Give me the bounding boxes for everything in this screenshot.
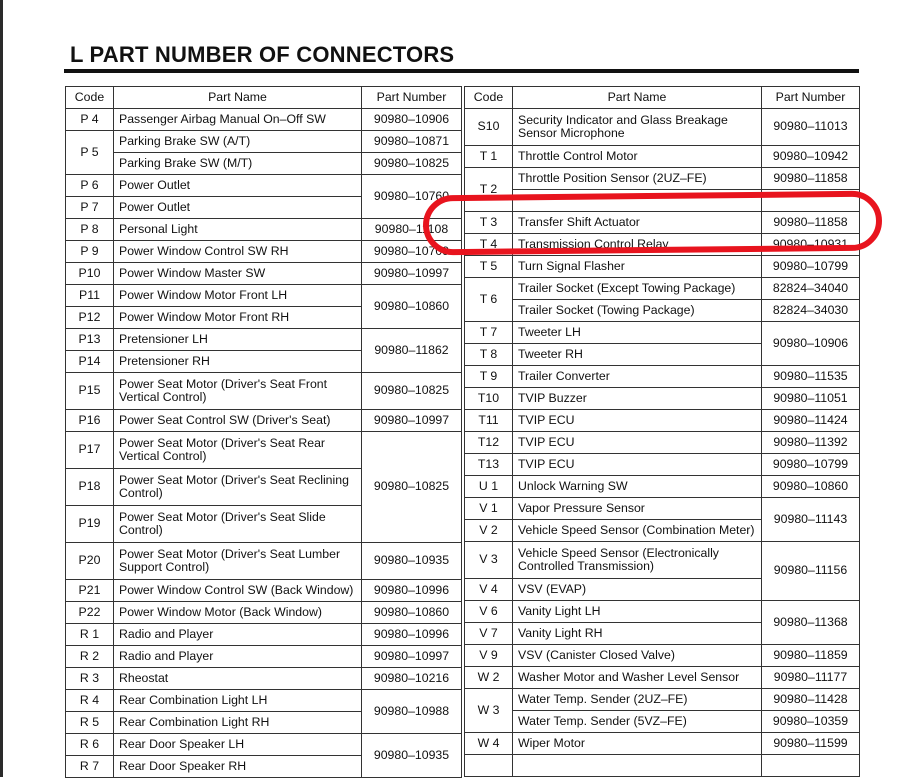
row-part-name: Throttle Control Motor [513,146,762,168]
row-code: V 7 [465,623,513,645]
row-part-name: Pretensioner LH [114,329,362,351]
row-code: P19 [66,506,114,543]
row-part-number: 82824–34030 [762,300,860,322]
row-part-name: Parking Brake SW (M/T) [114,153,362,175]
row-part-name: Power Seat Motor (Driver's Seat Lumber Support Control) [114,543,362,580]
row-code: U 1 [465,476,513,498]
row-part-number [762,755,860,777]
row-part-name: Rear Door Speaker RH [114,756,362,778]
row-part-number: 90980–11177 [762,667,860,689]
table-row [465,256,860,278]
row-part-name: Tweeter LH [513,322,762,344]
row-code: W 2 [465,667,513,689]
row-part-number: 90980–10709 [362,241,462,263]
row-code: P12 [66,307,114,329]
table-row [465,755,860,777]
row-part-name: Vapor Pressure Sensor [513,498,762,520]
row-part-name: Power Seat Control SW (Driver's Seat) [114,410,362,432]
row-code: V 3 [465,542,513,579]
table-row [465,432,860,454]
row-code: P22 [66,602,114,624]
row-part-name: VSV (Canister Closed Valve) [513,645,762,667]
row-code: P 8 [66,219,114,241]
table-row [465,212,860,234]
header-code: Code [465,87,513,109]
row-part-number: 90980–10799 [762,256,860,278]
table-row [465,601,860,623]
row-part-name: Power Outlet [114,175,362,197]
row-code: P18 [66,469,114,506]
table-row [465,667,860,689]
table-row [465,733,860,755]
table-row [465,388,860,410]
header-part-name: Part Name [513,87,762,109]
row-part-name: Power Window Control SW (Back Window) [114,580,362,602]
row-part-name: Power Window Motor (Back Window) [114,602,362,624]
row-code: P20 [66,543,114,580]
row-code: P 5 [66,131,114,175]
row-part-name: TVIP ECU [513,454,762,476]
row-part-name: Wiper Motor [513,733,762,755]
row-part-name: Power Seat Motor (Driver's Seat Slide Control) [114,506,362,543]
row-part-number: 90980–11013 [762,109,860,146]
row-part-number: 90980–11858 [762,168,860,190]
table-row [66,668,462,690]
row-part-name: Radio and Player [114,646,362,668]
row-code: P10 [66,263,114,285]
table-row [465,146,860,168]
row-part-name: Water Temp. Sender (2UZ–FE) [513,689,762,711]
row-code: T11 [465,410,513,432]
row-part-number [762,190,860,212]
header-code: Code [66,87,114,109]
row-code: W 4 [465,733,513,755]
row-part-name: Power Outlet [114,197,362,219]
row-code: R 2 [66,646,114,668]
table-row [465,711,860,733]
row-part-number: 90980–11108 [362,219,462,241]
row-code: V 1 [465,498,513,520]
header-part-number: Part Number [762,87,860,109]
table-row [66,373,462,410]
row-code: T 2 [465,168,513,212]
row-part-number: 90980–10988 [362,690,462,734]
row-part-name: Power Seat Motor (Driver's Seat Front Vertical Control) [114,373,362,410]
row-part-name: VSV (EVAP) [513,579,762,601]
row-code: P15 [66,373,114,410]
table-row [66,734,462,756]
table-row [66,624,462,646]
row-part-name: TVIP Buzzer [513,388,762,410]
row-part-name: Trailer Converter [513,366,762,388]
page-left-border [0,0,3,777]
row-code: R 1 [66,624,114,646]
row-part-number: 90980–10997 [362,263,462,285]
table-row [465,300,860,322]
row-code: T 1 [465,146,513,168]
row-part-name: Power Seat Motor (Driver's Seat Reclining Control) [114,469,362,506]
row-part-name [513,755,762,777]
row-part-number: 90980–11599 [762,733,860,755]
row-part-number: 90980–11392 [762,432,860,454]
row-code: T10 [465,388,513,410]
row-part-name: Pretensioner RH [114,351,362,373]
row-part-name: Vehicle Speed Sensor (Electronically Controlled Transmission) [513,542,762,579]
row-part-name: Trailer Socket (Towing Package) [513,300,762,322]
table-row [66,410,462,432]
row-part-number: 90980–10906 [362,109,462,131]
row-part-number: 90980–11424 [762,410,860,432]
row-part-number: 90980–10760 [362,175,462,219]
table-row [66,432,462,469]
row-part-number: 90980–10997 [362,646,462,668]
row-part-name: Parking Brake SW (A/T) [114,131,362,153]
table-row [465,322,860,344]
header-part-number: Part Number [362,87,462,109]
row-part-number: 90980–11051 [762,388,860,410]
row-code: P14 [66,351,114,373]
row-code: P11 [66,285,114,307]
table-row [465,498,860,520]
table-row [465,190,860,212]
row-code: P17 [66,432,114,469]
row-code: P 4 [66,109,114,131]
row-part-name: Power Window Motor Front LH [114,285,362,307]
table-row [465,410,860,432]
table-row [465,645,860,667]
row-part-number: 90980–10359 [762,711,860,733]
row-part-name: Passenger Airbag Manual On–Off SW [114,109,362,131]
row-code: W 3 [465,689,513,733]
row-code: R 5 [66,712,114,734]
page-title: L PART NUMBER OF CONNECTORS [70,42,455,67]
row-part-name: Security Indicator and Glass Breakage Sensor Microphone [513,109,762,146]
row-part-number: 90980–10860 [362,602,462,624]
row-part-number: 90980–10825 [362,153,462,175]
table-row [66,263,462,285]
row-part-number: 90980–10799 [762,454,860,476]
row-part-number: 90980–10825 [362,432,462,543]
table-row [66,219,462,241]
row-code: V 6 [465,601,513,623]
row-code: T 6 [465,278,513,322]
table-row [66,109,462,131]
row-part-name: Rear Combination Light RH [114,712,362,734]
row-part-name: Power Window Master SW [114,263,362,285]
row-code: V 9 [465,645,513,667]
table-row [66,241,462,263]
row-code: P16 [66,410,114,432]
row-code: R 3 [66,668,114,690]
row-part-name: Vanity Light LH [513,601,762,623]
row-part-name: Rear Combination Light LH [114,690,362,712]
row-part-number: 90980–11535 [762,366,860,388]
table-row [465,109,860,146]
table-row [66,285,462,307]
row-part-name: Transmission Control Relay [513,234,762,256]
table-row [66,580,462,602]
table-row [465,476,860,498]
row-part-name: Vehicle Speed Sensor (Combination Meter) [513,520,762,542]
row-part-number: 90980–10216 [362,668,462,690]
row-code: T 4 [465,234,513,256]
row-part-number: 90980–10942 [762,146,860,168]
header-part-name: Part Name [114,87,362,109]
row-part-number: 90980–11862 [362,329,462,373]
row-part-name: Power Seat Motor (Driver's Seat Rear Vertical Control) [114,432,362,469]
table-row [66,543,462,580]
table-row [66,602,462,624]
row-part-number: 90980–10935 [362,543,462,580]
row-part-name: Power Window Motor Front RH [114,307,362,329]
row-code: R 7 [66,756,114,778]
table-row [465,454,860,476]
row-part-name: Washer Motor and Washer Level Sensor [513,667,762,689]
row-part-number: 90980–11368 [762,601,860,645]
row-part-number: 82824–34040 [762,278,860,300]
row-code: V 2 [465,520,513,542]
table-row [465,278,860,300]
row-part-number: 90980–10906 [762,322,860,366]
row-part-number: 90980–11859 [762,645,860,667]
row-code: T 3 [465,212,513,234]
row-code: R 4 [66,690,114,712]
row-code: T13 [465,454,513,476]
table-row [66,175,462,197]
table-row [66,131,462,153]
row-code: R 6 [66,734,114,756]
row-part-name: Unlock Warning SW [513,476,762,498]
row-code: T 9 [465,366,513,388]
row-part-number: 90980–10996 [362,624,462,646]
table-row [66,329,462,351]
table-row [465,542,860,579]
row-code: T 5 [465,256,513,278]
connector-table-left [65,86,462,778]
row-part-number: 90980–10871 [362,131,462,153]
row-code: T 8 [465,344,513,366]
row-code: S10 [465,109,513,146]
row-part-number: 90980–11428 [762,689,860,711]
table-row [66,690,462,712]
row-part-name: Vanity Light RH [513,623,762,645]
row-part-name: Turn Signal Flasher [513,256,762,278]
row-part-number: 90980–10996 [362,580,462,602]
row-part-name: Rheostat [114,668,362,690]
row-code [465,755,513,777]
row-part-number: 90980–10935 [362,734,462,778]
row-part-number: 90980–11143 [762,498,860,542]
row-part-name: Tweeter RH [513,344,762,366]
row-part-name: TVIP ECU [513,410,762,432]
row-part-name: TVIP ECU [513,432,762,454]
row-part-name: Throttle Position Sensor (2UZ–FE) [513,168,762,190]
row-part-number: 90980–10825 [362,373,462,410]
row-code: P 6 [66,175,114,197]
row-code: T12 [465,432,513,454]
row-code: T 7 [465,322,513,344]
row-part-number: 90980–10860 [362,285,462,329]
row-code: P 9 [66,241,114,263]
row-part-name: Radio and Player [114,624,362,646]
row-part-name: Personal Light [114,219,362,241]
row-part-number: 90980–10931 [762,234,860,256]
row-part-number: 90980–11858 [762,212,860,234]
table-row [465,689,860,711]
title-underline [64,69,859,73]
row-part-name: Transfer Shift Actuator [513,212,762,234]
row-part-name: Water Temp. Sender (5VZ–FE) [513,711,762,733]
table-row [465,234,860,256]
table-row [465,168,860,190]
table-header-row [66,87,462,109]
row-part-number: 90980–11156 [762,542,860,601]
row-code: P13 [66,329,114,351]
table-row [66,646,462,668]
row-part-name: Power Window Control SW RH [114,241,362,263]
row-code: V 4 [465,579,513,601]
row-code: P 7 [66,197,114,219]
row-part-name [513,190,762,212]
row-part-name: Trailer Socket (Except Towing Package) [513,278,762,300]
table-row [66,153,462,175]
row-part-number: 90980–10997 [362,410,462,432]
row-part-number: 90980–10860 [762,476,860,498]
table-row [465,366,860,388]
connector-table-right [464,86,860,777]
row-code: P21 [66,580,114,602]
table-header-row [465,87,860,109]
row-part-name: Rear Door Speaker LH [114,734,362,756]
